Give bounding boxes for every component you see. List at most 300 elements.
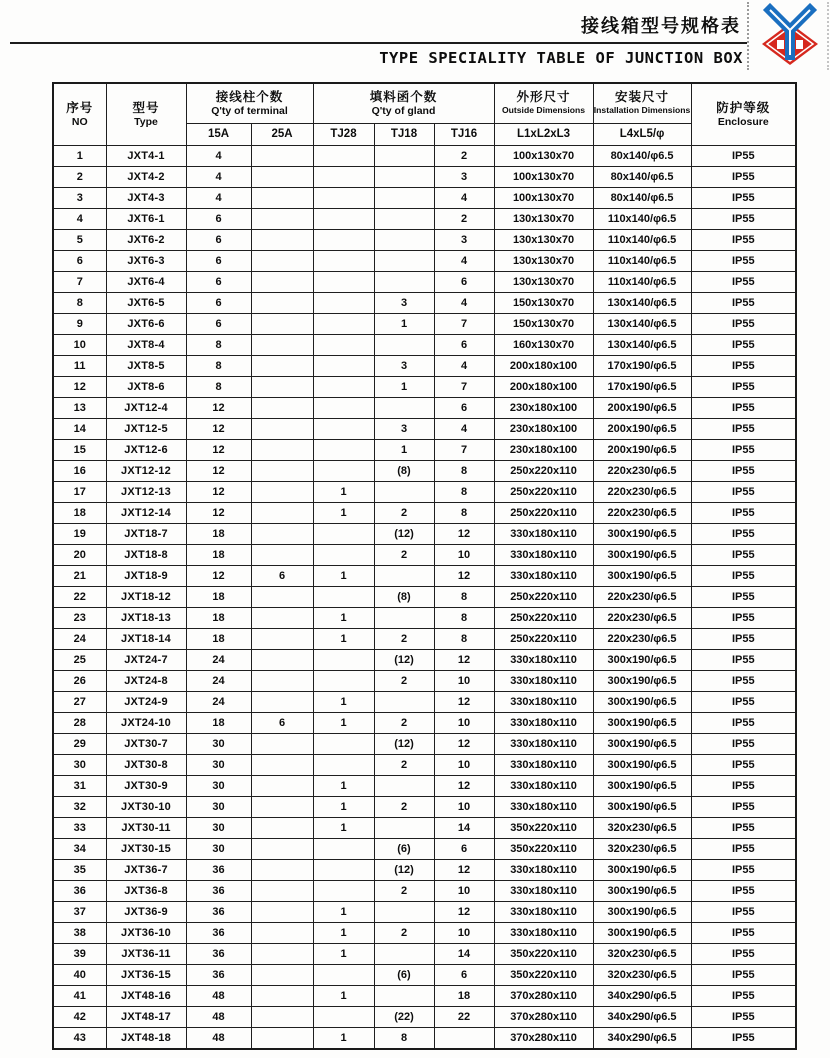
cell-type: JXT12-4 [106, 397, 186, 418]
cell-no: 26 [53, 670, 106, 691]
cell-tj16: 10 [434, 544, 494, 565]
col-header-tj28: TJ28 [313, 123, 374, 145]
cell-no: 17 [53, 481, 106, 502]
cell-enclosure: IP55 [691, 229, 796, 250]
cell-25a [251, 355, 313, 376]
cell-tj28 [313, 313, 374, 334]
cell-enclosure: IP55 [691, 901, 796, 922]
cell-15a: 36 [186, 880, 251, 901]
cell-outside-dim: 250x220x110 [494, 502, 593, 523]
cell-tj16: 2 [434, 145, 494, 166]
cell-15a: 36 [186, 901, 251, 922]
dotted-divider-right [827, 2, 829, 70]
cell-type: JXT36-11 [106, 943, 186, 964]
cell-tj18 [374, 208, 434, 229]
cell-tj28 [313, 418, 374, 439]
cell-tj16: 12 [434, 649, 494, 670]
cell-tj28 [313, 838, 374, 859]
cell-type: JXT30-9 [106, 775, 186, 796]
cell-no: 40 [53, 964, 106, 985]
cell-tj16: 6 [434, 334, 494, 355]
cell-type: JXT6-1 [106, 208, 186, 229]
cell-tj18: (12) [374, 649, 434, 670]
cell-tj18: (6) [374, 838, 434, 859]
cell-25a [251, 754, 313, 775]
cell-enclosure: IP55 [691, 943, 796, 964]
cell-install-dim: 300x190/φ6.5 [593, 712, 691, 733]
cell-tj28: 1 [313, 817, 374, 838]
table-row [53, 418, 796, 439]
col-header-15a: 15A [186, 123, 251, 145]
cell-tj16: 10 [434, 880, 494, 901]
cell-tj16: 4 [434, 250, 494, 271]
table-row [53, 670, 796, 691]
col-header-tj18: TJ18 [374, 123, 434, 145]
cell-outside-dim: 200x180x100 [494, 355, 593, 376]
cell-25a [251, 208, 313, 229]
cell-type: JXT6-5 [106, 292, 186, 313]
cell-15a: 30 [186, 817, 251, 838]
cell-type: JXT6-4 [106, 271, 186, 292]
cell-25a [251, 544, 313, 565]
cell-25a [251, 586, 313, 607]
col-header-type-cn: 型号 [132, 100, 160, 115]
cell-no: 28 [53, 712, 106, 733]
cell-enclosure: IP55 [691, 859, 796, 880]
cell-outside-dim: 330x180x110 [494, 649, 593, 670]
col-header-no-en: NO [71, 115, 88, 128]
cell-tj18 [374, 943, 434, 964]
cell-tj28 [313, 964, 374, 985]
cell-enclosure: IP55 [691, 775, 796, 796]
cell-tj16: 10 [434, 922, 494, 943]
col-header-tj16: TJ16 [434, 123, 494, 145]
cell-tj28 [313, 1006, 374, 1027]
cell-no: 30 [53, 754, 106, 775]
cell-outside-dim: 370x280x110 [494, 1006, 593, 1027]
cell-25a [251, 166, 313, 187]
cell-15a: 18 [186, 586, 251, 607]
cell-outside-dim: 150x130x70 [494, 292, 593, 313]
cell-15a: 24 [186, 691, 251, 712]
table-row [53, 880, 796, 901]
cell-enclosure: IP55 [691, 670, 796, 691]
group-header-terminal-en: Q'ty of terminal [211, 104, 288, 117]
cell-25a [251, 691, 313, 712]
cell-install-dim: 320x230/φ6.5 [593, 943, 691, 964]
cell-tj16: 8 [434, 481, 494, 502]
cell-tj16: 10 [434, 754, 494, 775]
cell-enclosure: IP55 [691, 586, 796, 607]
cell-outside-dim: 250x220x110 [494, 586, 593, 607]
cell-15a: 12 [186, 439, 251, 460]
cell-tj16: 6 [434, 397, 494, 418]
cell-install-dim: 220x230/φ6.5 [593, 607, 691, 628]
cell-15a: 24 [186, 649, 251, 670]
cell-25a [251, 1006, 313, 1027]
cell-enclosure: IP55 [691, 649, 796, 670]
cell-no: 4 [53, 208, 106, 229]
table-row [53, 376, 796, 397]
cell-15a: 6 [186, 292, 251, 313]
cell-tj28 [313, 523, 374, 544]
cell-tj18: 2 [374, 922, 434, 943]
cell-tj18: (22) [374, 1006, 434, 1027]
cell-no: 5 [53, 229, 106, 250]
cell-outside-dim: 330x180x110 [494, 691, 593, 712]
cell-install-dim: 110x140/φ6.5 [593, 208, 691, 229]
cell-enclosure: IP55 [691, 313, 796, 334]
table-row [53, 292, 796, 313]
cell-tj18 [374, 565, 434, 586]
table-row [53, 544, 796, 565]
cell-install-dim: 220x230/φ6.5 [593, 586, 691, 607]
cell-tj28: 1 [313, 775, 374, 796]
cell-tj28 [313, 733, 374, 754]
cell-enclosure: IP55 [691, 460, 796, 481]
cell-outside-dim: 250x220x110 [494, 628, 593, 649]
cell-tj18 [374, 607, 434, 628]
document-header [0, 0, 830, 78]
cell-install-dim: 170x190/φ6.5 [593, 376, 691, 397]
cell-type: JXT36-9 [106, 901, 186, 922]
cell-install-dim: 300x190/φ6.5 [593, 922, 691, 943]
cell-tj28 [313, 754, 374, 775]
group-header-terminal-cn: 接线柱个数 [215, 89, 284, 104]
cell-outside-dim: 350x220x110 [494, 964, 593, 985]
spec-table-body [53, 145, 796, 1049]
cell-tj28 [313, 292, 374, 313]
table-row [53, 565, 796, 586]
cell-outside-dim: 330x180x110 [494, 712, 593, 733]
cell-no: 1 [53, 145, 106, 166]
cell-no: 42 [53, 1006, 106, 1027]
cell-15a: 36 [186, 943, 251, 964]
cell-tj18: 3 [374, 355, 434, 376]
table-row [53, 754, 796, 775]
cell-install-dim: 300x190/φ6.5 [593, 523, 691, 544]
cell-install-dim: 300x190/φ6.5 [593, 544, 691, 565]
cell-tj28 [313, 670, 374, 691]
cell-tj18: 2 [374, 796, 434, 817]
cell-tj18: 2 [374, 628, 434, 649]
cell-15a: 12 [186, 418, 251, 439]
table-row [53, 838, 796, 859]
cell-15a: 24 [186, 670, 251, 691]
cell-install-dim: 130x140/φ6.5 [593, 313, 691, 334]
cell-install-dim: 300x190/φ6.5 [593, 901, 691, 922]
cell-tj28 [313, 544, 374, 565]
cell-15a: 36 [186, 964, 251, 985]
cell-enclosure: IP55 [691, 145, 796, 166]
cell-enclosure: IP55 [691, 712, 796, 733]
cell-outside-dim: 160x130x70 [494, 334, 593, 355]
cell-tj18: (6) [374, 964, 434, 985]
cell-15a: 30 [186, 838, 251, 859]
cell-outside-dim: 230x180x100 [494, 418, 593, 439]
cell-install-dim: 320x230/φ6.5 [593, 817, 691, 838]
cell-no: 38 [53, 922, 106, 943]
cell-enclosure: IP55 [691, 523, 796, 544]
col-header-enclosure-en: Enclosure [717, 115, 769, 128]
cell-no: 37 [53, 901, 106, 922]
cell-no: 18 [53, 502, 106, 523]
cell-25a [251, 901, 313, 922]
cell-tj16: 18 [434, 985, 494, 1006]
cell-tj16: 4 [434, 418, 494, 439]
cell-tj16: 8 [434, 502, 494, 523]
cell-enclosure: IP55 [691, 208, 796, 229]
cell-tj16: 2 [434, 208, 494, 229]
cell-tj28 [313, 208, 374, 229]
cell-25a: 6 [251, 712, 313, 733]
cell-install-dim: 340x290/φ6.5 [593, 1027, 691, 1049]
table-row [53, 523, 796, 544]
cell-tj18: 2 [374, 880, 434, 901]
cell-25a [251, 922, 313, 943]
cell-no: 41 [53, 985, 106, 1006]
cell-no: 23 [53, 607, 106, 628]
cell-outside-dim: 330x180x110 [494, 901, 593, 922]
cell-enclosure: IP55 [691, 922, 796, 943]
cell-tj18: 8 [374, 1027, 434, 1049]
cell-install-dim: 200x190/φ6.5 [593, 418, 691, 439]
cell-type: JXT18-13 [106, 607, 186, 628]
cell-no: 19 [53, 523, 106, 544]
cell-type: JXT18-12 [106, 586, 186, 607]
cell-tj18: 3 [374, 418, 434, 439]
cell-no: 20 [53, 544, 106, 565]
cell-install-dim: 300x190/φ6.5 [593, 565, 691, 586]
cell-no: 11 [53, 355, 106, 376]
logo-area [747, 0, 830, 74]
cell-type: JXT48-17 [106, 1006, 186, 1027]
cell-tj16: 3 [434, 229, 494, 250]
table-row [53, 901, 796, 922]
cell-tj28 [313, 376, 374, 397]
cell-15a: 36 [186, 859, 251, 880]
cell-type: JXT48-18 [106, 1027, 186, 1049]
cell-outside-dim: 250x220x110 [494, 460, 593, 481]
company-shield-logo-icon [755, 3, 825, 69]
cell-no: 35 [53, 859, 106, 880]
cell-tj16: 14 [434, 943, 494, 964]
cell-outside-dim: 350x220x110 [494, 943, 593, 964]
table-row [53, 628, 796, 649]
cell-15a: 12 [186, 397, 251, 418]
table-row [53, 691, 796, 712]
cell-install-dim: 80x140/φ6.5 [593, 145, 691, 166]
cell-15a: 18 [186, 712, 251, 733]
cell-15a: 18 [186, 523, 251, 544]
cell-tj18: 3 [374, 292, 434, 313]
cell-tj18: 2 [374, 502, 434, 523]
cell-15a: 18 [186, 607, 251, 628]
title-block [0, 0, 747, 67]
cell-tj28: 1 [313, 901, 374, 922]
cell-tj18: 2 [374, 712, 434, 733]
cell-outside-dim: 200x180x100 [494, 376, 593, 397]
cell-tj16: 4 [434, 187, 494, 208]
cell-type: JXT30-8 [106, 754, 186, 775]
cell-25a [251, 607, 313, 628]
cell-enclosure: IP55 [691, 271, 796, 292]
cell-tj28: 1 [313, 796, 374, 817]
cell-outside-dim: 330x180x110 [494, 754, 593, 775]
cell-tj28 [313, 187, 374, 208]
table-row [53, 649, 796, 670]
cell-install-dim: 300x190/φ6.5 [593, 649, 691, 670]
dotted-divider-left [747, 2, 749, 70]
page-title-english: TYPE SPECIALITY TABLE OF JUNCTION BOX [379, 49, 743, 67]
cell-tj16: 6 [434, 838, 494, 859]
cell-tj28 [313, 439, 374, 460]
cell-tj18 [374, 229, 434, 250]
cell-tj16: 8 [434, 460, 494, 481]
table-row [53, 1027, 796, 1049]
cell-type: JXT36-10 [106, 922, 186, 943]
cell-install-dim: 110x140/φ6.5 [593, 250, 691, 271]
cell-tj28: 1 [313, 985, 374, 1006]
cell-enclosure: IP55 [691, 250, 796, 271]
table-row [53, 817, 796, 838]
cell-tj16: 8 [434, 628, 494, 649]
cell-enclosure: IP55 [691, 166, 796, 187]
cell-25a [251, 964, 313, 985]
table-row [53, 943, 796, 964]
cell-type: JXT12-14 [106, 502, 186, 523]
cell-type: JXT30-11 [106, 817, 186, 838]
cell-tj16: 6 [434, 271, 494, 292]
cell-tj28: 1 [313, 1027, 374, 1049]
cell-tj18: (12) [374, 859, 434, 880]
cell-type: JXT4-2 [106, 166, 186, 187]
cell-25a [251, 796, 313, 817]
table-row [53, 586, 796, 607]
cell-install-dim: 320x230/φ6.5 [593, 964, 691, 985]
cell-enclosure: IP55 [691, 355, 796, 376]
cell-tj18 [374, 817, 434, 838]
cell-outside-dim: 330x180x110 [494, 733, 593, 754]
table-row [53, 796, 796, 817]
group-header-gland [313, 83, 494, 123]
cell-15a: 30 [186, 775, 251, 796]
cell-outside-dim: 130x130x70 [494, 250, 593, 271]
cell-outside-dim: 350x220x110 [494, 838, 593, 859]
cell-no: 31 [53, 775, 106, 796]
cell-15a: 30 [186, 733, 251, 754]
cell-install-dim: 300x190/φ6.5 [593, 670, 691, 691]
cell-tj18: (8) [374, 586, 434, 607]
cell-no: 22 [53, 586, 106, 607]
cell-outside-dim: 250x220x110 [494, 607, 593, 628]
cell-enclosure: IP55 [691, 607, 796, 628]
junction-box-spec-table [52, 82, 797, 1050]
cell-25a [251, 502, 313, 523]
group-header-gland-cn: 填料函个数 [369, 89, 438, 104]
cell-25a [251, 334, 313, 355]
cell-no: 14 [53, 418, 106, 439]
cell-15a: 4 [186, 145, 251, 166]
cell-tj16: 14 [434, 817, 494, 838]
table-row [53, 187, 796, 208]
table-row [53, 229, 796, 250]
cell-install-dim: 300x190/φ6.5 [593, 733, 691, 754]
cell-tj28: 1 [313, 712, 374, 733]
table-row [53, 250, 796, 271]
group-header-terminal [186, 83, 313, 123]
cell-outside-dim: 350x220x110 [494, 817, 593, 838]
cell-no: 21 [53, 565, 106, 586]
cell-install-dim: 320x230/φ6.5 [593, 838, 691, 859]
cell-type: JXT48-16 [106, 985, 186, 1006]
cell-tj28: 1 [313, 607, 374, 628]
cell-install-dim: 200x190/φ6.5 [593, 439, 691, 460]
cell-enclosure: IP55 [691, 397, 796, 418]
cell-tj28: 1 [313, 565, 374, 586]
cell-outside-dim: 330x180x110 [494, 880, 593, 901]
cell-type: JXT4-3 [106, 187, 186, 208]
cell-enclosure: IP55 [691, 565, 796, 586]
cell-tj16: 12 [434, 775, 494, 796]
cell-tj16: 8 [434, 586, 494, 607]
cell-tj18: 2 [374, 670, 434, 691]
table-row [53, 922, 796, 943]
cell-type: JXT24-9 [106, 691, 186, 712]
cell-15a: 4 [186, 166, 251, 187]
cell-25a [251, 145, 313, 166]
cell-tj16: 12 [434, 565, 494, 586]
cell-15a: 12 [186, 565, 251, 586]
cell-15a: 36 [186, 922, 251, 943]
cell-install-dim: 130x140/φ6.5 [593, 334, 691, 355]
cell-tj18 [374, 481, 434, 502]
cell-tj28 [313, 880, 374, 901]
cell-no: 32 [53, 796, 106, 817]
cell-outside-dim: 330x180x110 [494, 859, 593, 880]
cell-15a: 6 [186, 271, 251, 292]
cell-install-dim: 200x190/φ6.5 [593, 397, 691, 418]
cell-15a: 48 [186, 1006, 251, 1027]
cell-tj18: 1 [374, 376, 434, 397]
cell-install-dim: 170x190/φ6.5 [593, 355, 691, 376]
table-row [53, 712, 796, 733]
cell-tj18: 1 [374, 439, 434, 460]
cell-15a: 12 [186, 481, 251, 502]
cell-type: JXT6-2 [106, 229, 186, 250]
cell-tj28 [313, 250, 374, 271]
cell-tj28 [313, 334, 374, 355]
cell-15a: 18 [186, 628, 251, 649]
table-row [53, 985, 796, 1006]
cell-enclosure: IP55 [691, 502, 796, 523]
cell-tj28 [313, 859, 374, 880]
cell-enclosure: IP55 [691, 439, 796, 460]
cell-25a [251, 880, 313, 901]
cell-install-dim: 220x230/φ6.5 [593, 481, 691, 502]
group-header-installation-dimensions [593, 83, 691, 123]
cell-tj28 [313, 586, 374, 607]
cell-25a [251, 649, 313, 670]
cell-tj16: 8 [434, 607, 494, 628]
cell-tj28 [313, 355, 374, 376]
cell-tj18 [374, 985, 434, 1006]
cell-tj16 [434, 1027, 494, 1049]
cell-enclosure: IP55 [691, 1006, 796, 1027]
cell-type: JXT36-15 [106, 964, 186, 985]
cell-type: JXT30-10 [106, 796, 186, 817]
cell-type: JXT36-8 [106, 880, 186, 901]
